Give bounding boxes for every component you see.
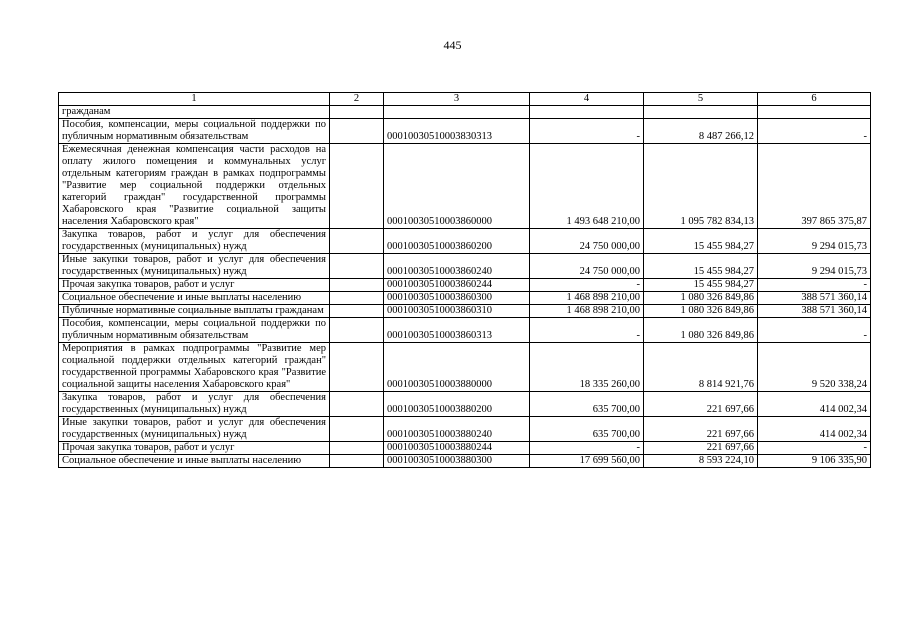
row-name-cell: Мероприятия в рамках подпрограммы "Развитие мер социальной поддержки отдельных категорий граждан" государственной программы Хабаровского края "Развитие социальной защиты населения Хабаровского края" (59, 343, 330, 392)
table-row (59, 254, 871, 279)
row-col4-cell: 24 750 000,00 (530, 254, 644, 279)
table-row (59, 442, 871, 455)
column-number: 5 (644, 93, 758, 106)
row-col6-cell: - (758, 442, 871, 455)
column-number: 2 (330, 93, 384, 106)
row-col2-cell (330, 318, 384, 343)
table-row (59, 279, 871, 292)
row-col6-cell: 388 571 360,14 (758, 292, 871, 305)
row-code-cell: 00010030510003860244 (384, 279, 530, 292)
row-name-cell: Пособия, компенсации, меры социальной поддержки по публичным нормативным обязательствам (59, 318, 330, 343)
row-col4-cell: - (530, 318, 644, 343)
page-number: 445 (443, 38, 462, 52)
row-col4-cell: 17 699 560,00 (530, 455, 644, 468)
row-col4-cell (530, 106, 644, 119)
row-col2-cell (330, 254, 384, 279)
row-col6-cell: 397 865 375,87 (758, 144, 871, 229)
row-col2-cell (330, 292, 384, 305)
table-row (59, 229, 871, 254)
row-code-cell: 00010030510003880200 (384, 392, 530, 417)
table-row (59, 343, 871, 392)
row-col5-cell (644, 106, 758, 119)
row-col6-cell: - (758, 318, 871, 343)
row-code-cell (384, 106, 530, 119)
row-code-cell: 00010030510003860000 (384, 144, 530, 229)
row-name-cell: Прочая закупка товаров, работ и услуг (59, 279, 330, 292)
row-col4-cell: 1 468 898 210,00 (530, 292, 644, 305)
table-row (59, 455, 871, 468)
column-number: 3 (384, 93, 530, 106)
row-col4-cell: - (530, 119, 644, 144)
row-code-cell: 00010030510003880244 (384, 442, 530, 455)
row-col4-cell: 18 335 260,00 (530, 343, 644, 392)
row-col6-cell: 414 002,34 (758, 392, 871, 417)
row-col2-cell (330, 442, 384, 455)
row-col2-cell (330, 455, 384, 468)
row-name-cell: Социальное обеспечение и иные выплаты населению (59, 455, 330, 468)
row-col5-cell: 1 095 782 834,13 (644, 144, 758, 229)
row-col5-cell: 1 080 326 849,86 (644, 292, 758, 305)
row-col6-cell: 9 294 015,73 (758, 254, 871, 279)
row-col6-cell: 388 571 360,14 (758, 305, 871, 318)
row-col5-cell: 221 697,66 (644, 392, 758, 417)
row-code-cell: 00010030510003880000 (384, 343, 530, 392)
row-code-cell: 00010030510003830313 (384, 119, 530, 144)
row-col6-cell: 9 294 015,73 (758, 229, 871, 254)
row-name-cell: Закупка товаров, работ и услуг для обеспечения государственных (муниципальных) нужд (59, 229, 330, 254)
row-name-cell: Иные закупки товаров, работ и услуг для обеспечения государственных (муниципальных) нужд (59, 417, 330, 442)
row-code-cell: 00010030510003860300 (384, 292, 530, 305)
table-row (59, 305, 871, 318)
row-col6-cell: 9 520 338,24 (758, 343, 871, 392)
row-col4-cell: - (530, 279, 644, 292)
row-col2-cell (330, 392, 384, 417)
table-row (59, 106, 871, 119)
row-col2-cell (330, 106, 384, 119)
table-row (59, 119, 871, 144)
row-col2-cell (330, 229, 384, 254)
row-code-cell: 00010030510003860240 (384, 254, 530, 279)
column-number: 1 (59, 93, 330, 106)
row-col5-cell: 8 487 266,12 (644, 119, 758, 144)
row-name-cell: Закупка товаров, работ и услуг для обеспечения государственных (муниципальных) нужд (59, 392, 330, 417)
row-name-cell: Публичные нормативные социальные выплаты гражданам (59, 305, 330, 318)
row-col5-cell: 8 593 224,10 (644, 455, 758, 468)
budget-table-body (59, 93, 871, 468)
row-col5-cell: 15 455 984,27 (644, 229, 758, 254)
row-col6-cell (758, 106, 871, 119)
row-col6-cell: 9 106 335,90 (758, 455, 871, 468)
row-code-cell: 00010030510003880240 (384, 417, 530, 442)
column-number: 4 (530, 93, 644, 106)
row-col4-cell: 24 750 000,00 (530, 229, 644, 254)
row-name-cell: Ежемесячная денежная компенсация части расходов на оплату жилого помещения и коммунальных услуг отдельным категориям граждан в рамках подпрограммы "Развитие мер социальной поддержки отдельных категорий граждан" государственной программы Хабаровского края "Развитие социальной защиты населения Хабаровского края" (59, 144, 330, 229)
row-col6-cell: - (758, 279, 871, 292)
row-name-cell: Социальное обеспечение и иные выплаты населению (59, 292, 330, 305)
row-code-cell: 00010030510003860313 (384, 318, 530, 343)
row-col5-cell: 221 697,66 (644, 417, 758, 442)
row-col4-cell: 635 700,00 (530, 392, 644, 417)
table-row (59, 392, 871, 417)
row-col6-cell: 414 002,34 (758, 417, 871, 442)
row-col4-cell: 635 700,00 (530, 417, 644, 442)
row-col2-cell (330, 305, 384, 318)
row-col5-cell: 15 455 984,27 (644, 254, 758, 279)
row-col4-cell: 1 468 898 210,00 (530, 305, 644, 318)
budget-table (58, 92, 871, 468)
row-col5-cell: 1 080 326 849,86 (644, 305, 758, 318)
row-name-cell: Прочая закупка товаров, работ и услуг (59, 442, 330, 455)
row-name-cell: Пособия, компенсации, меры социальной поддержки по публичным нормативным обязательствам (59, 119, 330, 144)
row-col2-cell (330, 343, 384, 392)
row-code-cell: 00010030510003860200 (384, 229, 530, 254)
row-col4-cell: - (530, 442, 644, 455)
row-col2-cell (330, 119, 384, 144)
row-col5-cell: 221 697,66 (644, 442, 758, 455)
table-row (59, 318, 871, 343)
row-code-cell: 00010030510003880300 (384, 455, 530, 468)
row-col5-cell: 8 814 921,76 (644, 343, 758, 392)
table-row (59, 292, 871, 305)
row-name-cell: Иные закупки товаров, работ и услуг для обеспечения государственных (муниципальных) нужд (59, 254, 330, 279)
row-code-cell: 00010030510003860310 (384, 305, 530, 318)
row-col2-cell (330, 144, 384, 229)
row-col5-cell: 15 455 984,27 (644, 279, 758, 292)
row-col5-cell: 1 080 326 849,86 (644, 318, 758, 343)
row-name-cell: гражданам (59, 106, 330, 119)
row-col2-cell (330, 279, 384, 292)
row-col2-cell (330, 417, 384, 442)
column-number-row (59, 93, 871, 106)
row-col4-cell: 1 493 648 210,00 (530, 144, 644, 229)
row-col6-cell: - (758, 119, 871, 144)
table-row (59, 144, 871, 229)
table-row (59, 417, 871, 442)
column-number: 6 (758, 93, 871, 106)
